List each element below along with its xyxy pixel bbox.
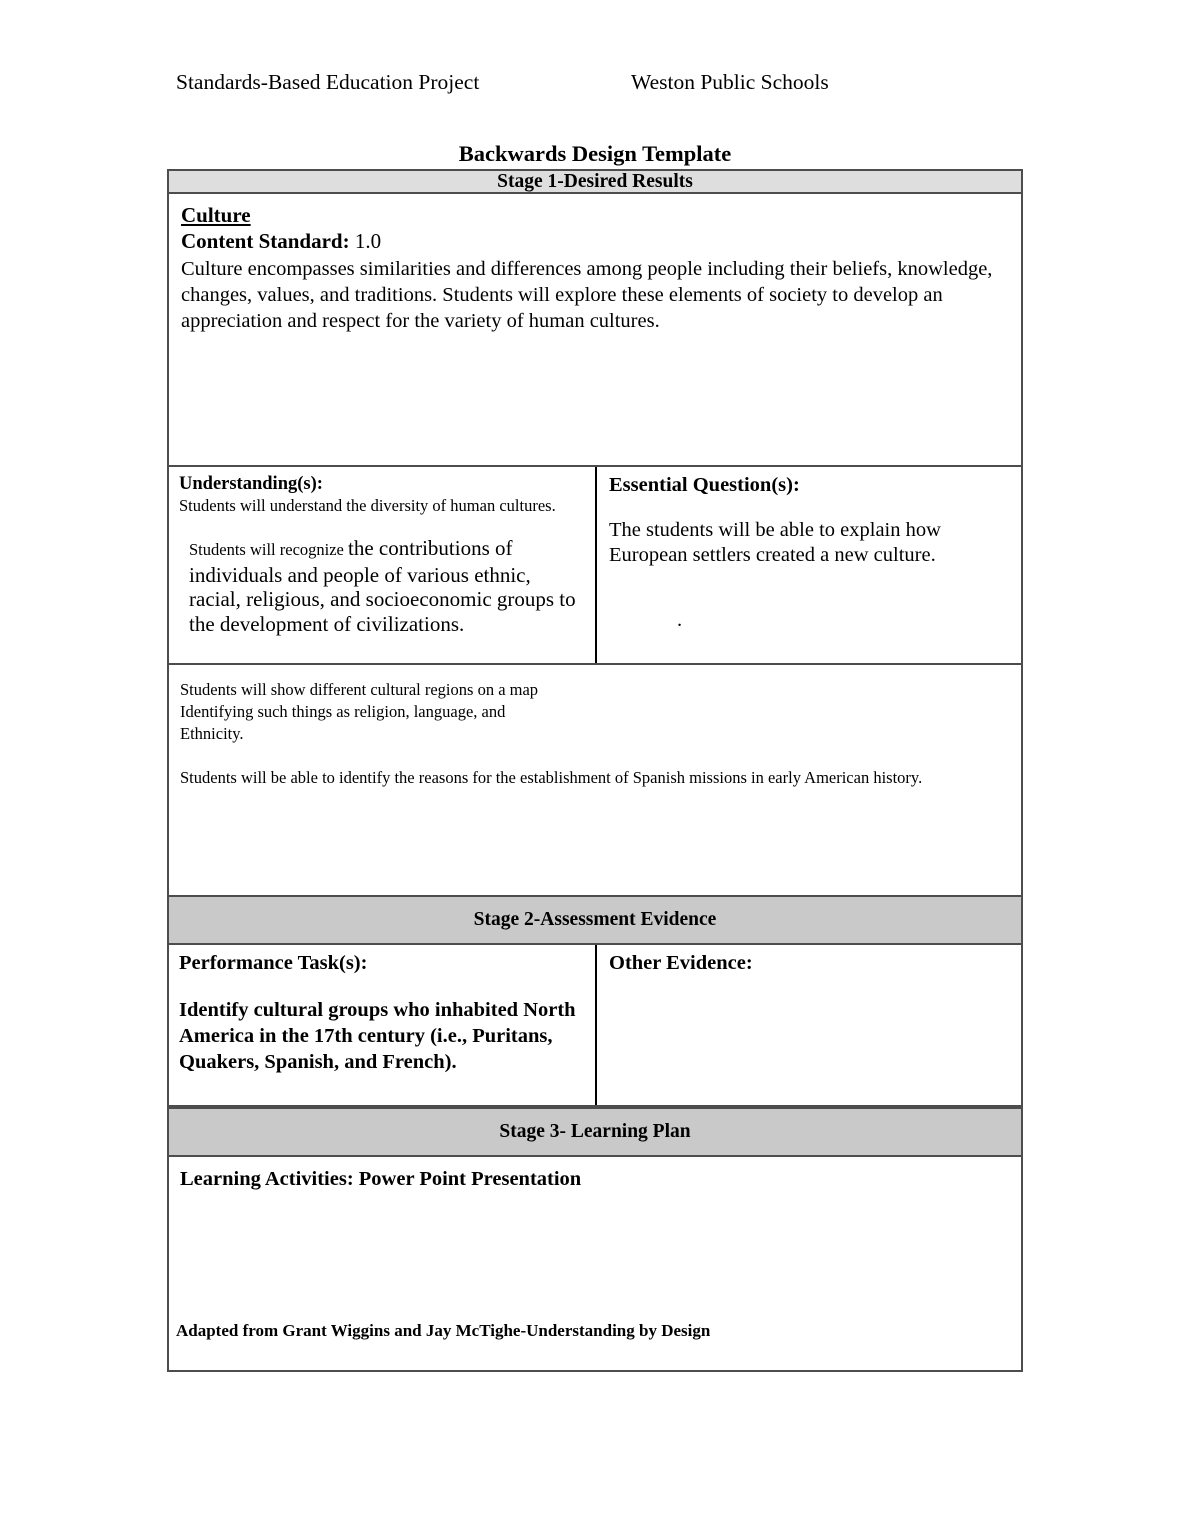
other-evidence-cell xyxy=(597,945,1021,1105)
objective-line-3: Ethnicity. xyxy=(180,724,244,743)
understandings-paragraph xyxy=(179,536,585,636)
objective-line-4: Students will be able to identify the reasons for the establishment of Spanish missions in early American history. xyxy=(180,768,923,787)
learning-activities-text: Learning Activities: Power Point Presentation xyxy=(180,1168,582,1190)
understandings-label: Understanding(s): xyxy=(179,474,323,494)
understandings-paragraph-lead: Students will recognize xyxy=(189,540,349,559)
running-header xyxy=(176,68,1036,96)
performance-task-text: Identify cultural groups who inhabited North America in the 17th century (i.e., Puritans, Quakers, Spanish, and French). xyxy=(179,999,576,1073)
stage1-content-standard-cell xyxy=(169,194,1021,467)
culture-heading: Culture xyxy=(181,203,251,227)
essential-questions-label: Essential Question(s): xyxy=(609,474,800,496)
stage1-objectives-cell xyxy=(169,665,1021,895)
running-header-left: Standards-Based Education Project xyxy=(176,70,480,94)
stage3-band: Stage 3- Learning Plan xyxy=(169,1107,1021,1157)
performance-task-cell xyxy=(169,945,597,1105)
backwards-design-table xyxy=(167,169,1023,1372)
running-header-right: Weston Public Schools xyxy=(631,70,829,94)
attribution-footer: Adapted from Grant Wiggins and Jay McTighe-Understanding by Design xyxy=(176,1321,711,1340)
document-title: Backwards Design Template xyxy=(458,141,732,166)
objective-line-1: Students will show different cultural regions on a map xyxy=(180,680,539,699)
stage1-band: Stage 1-Desired Results xyxy=(169,171,1021,194)
content-standard-line xyxy=(181,228,1007,255)
understandings-essential-row xyxy=(169,467,1021,665)
essential-questions-stray-mark: . xyxy=(677,609,683,631)
essential-questions-cell xyxy=(597,467,1021,663)
understandings-cell xyxy=(169,467,597,663)
understandings-line1: Students will understand the diversity of human cultures. xyxy=(179,496,556,515)
stage2-row xyxy=(169,945,1021,1107)
other-evidence-label: Other Evidence: xyxy=(609,952,753,974)
understandings-paragraph-rest: the contributions of individuals and people of various ethnic, racial, religious, and socioeconomic groups to the development of civilizations. xyxy=(189,536,576,636)
performance-task-label: Performance Task(s): xyxy=(179,952,368,974)
content-standard-label: Content Standard: xyxy=(181,229,350,253)
content-standard-description: Culture encompasses similarities and differences among people including their beliefs, knowledge, changes, values, and traditions. Students will explore these elements of society to develop an appreciation and respect for the variety of human cultures. xyxy=(181,258,993,332)
content-standard-value: 1.0 xyxy=(354,229,382,253)
stage2-band: Stage 2-Assessment Evidence xyxy=(169,895,1021,945)
objective-line-2: Identifying such things as religion, language, and xyxy=(180,702,506,721)
essential-questions-text: The students will be able to explain how European settlers created a new culture. xyxy=(609,519,941,566)
